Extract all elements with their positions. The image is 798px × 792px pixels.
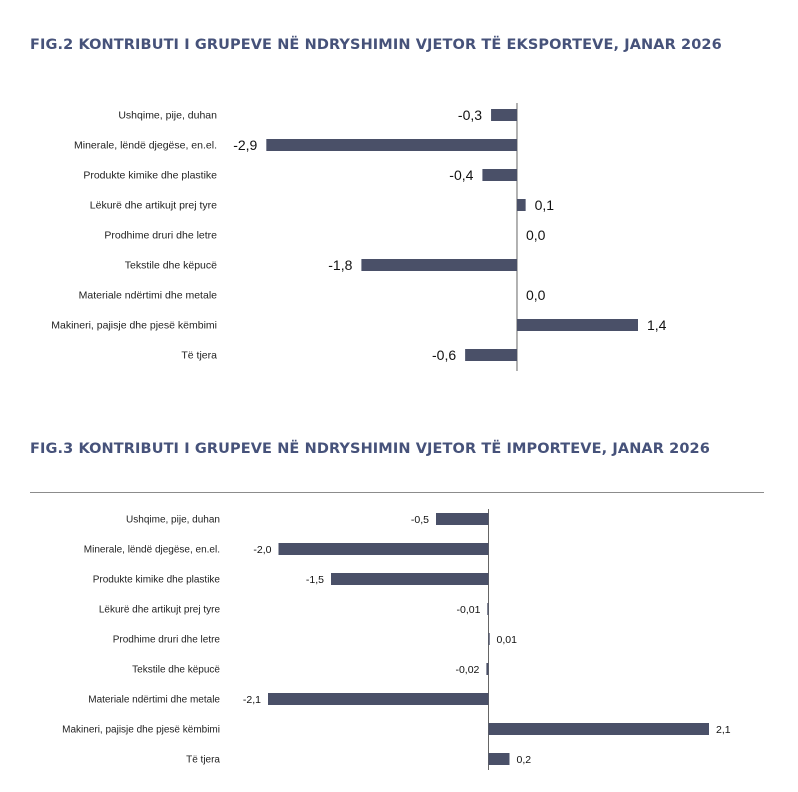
data-label: 0,0 xyxy=(525,227,546,244)
data-label: -0,6 xyxy=(432,347,457,364)
category-label: Materiale ndërtimi dhe metale xyxy=(78,289,217,302)
data-label: -1,8 xyxy=(328,257,353,274)
data-label: 0,1 xyxy=(534,197,555,214)
bar xyxy=(486,663,488,675)
category-label: Tekstile dhe këpucë xyxy=(132,664,220,676)
bar xyxy=(268,693,489,705)
fig2-title: FIG.2 KONTRIBUTI I GRUPEVE NË NDRYSHIMIN VJETOR TË EKSPORTEVE, JANAR 2026 xyxy=(30,37,722,53)
category-label: Prodhime druri dhe letre xyxy=(104,229,217,242)
category-label: Ushqime, pije, duhan xyxy=(118,109,217,122)
fig3-divider xyxy=(30,492,764,493)
data-label: -0,3 xyxy=(457,107,483,124)
category-label: Të tjera xyxy=(181,349,217,362)
bar xyxy=(465,349,517,361)
category-label: Minerale, lëndë djegëse, en.el. xyxy=(83,544,220,556)
data-label: 0,01 xyxy=(496,633,517,646)
category-label: Të tjera xyxy=(186,754,220,766)
bar xyxy=(489,723,710,735)
bar xyxy=(491,109,517,121)
data-label: -0,5 xyxy=(410,513,429,526)
data-label: 1,4 xyxy=(647,317,667,334)
bar xyxy=(487,603,488,615)
bar xyxy=(482,169,517,181)
bar xyxy=(436,513,489,525)
category-label: Tekstile dhe këpucë xyxy=(124,259,217,272)
bar xyxy=(361,259,517,271)
data-label: -2,1 xyxy=(242,693,261,706)
category-label: Lëkurë dhe artikujt prej tyre xyxy=(98,604,220,616)
data-label: 2,1 xyxy=(716,723,731,736)
category-label: Makineri, pajisje dhe pjesë këmbimi xyxy=(62,724,220,736)
bar xyxy=(517,319,638,331)
fig3-title: FIG.3 KONTRIBUTI I GRUPEVE NË NDRYSHIMIN VJETOR TË IMPORTEVE, JANAR 2026 xyxy=(30,441,710,457)
bar xyxy=(517,199,526,211)
category-label: Produkte kimike dhe plastike xyxy=(83,169,217,182)
data-label: -2,9 xyxy=(233,137,258,154)
category-label: Prodhime druri dhe letre xyxy=(112,634,220,646)
data-label: 0,0 xyxy=(525,287,546,304)
data-label: -1,5 xyxy=(305,573,324,586)
bar xyxy=(489,633,490,645)
category-label: Minerale, lëndë djegëse, en.el. xyxy=(73,139,217,152)
bar xyxy=(331,573,489,585)
category-label: Lëkurë dhe artikujt prej tyre xyxy=(89,199,217,212)
category-label: Ushqime, pije, duhan xyxy=(126,514,220,526)
data-label: -0,01 xyxy=(456,603,481,616)
category-label: Materiale ndërtimi dhe metale xyxy=(88,694,220,706)
data-label: -0,4 xyxy=(449,167,474,184)
fig2-export-contribution-chart xyxy=(0,95,798,380)
data-label: -2,0 xyxy=(253,543,272,556)
data-label: 0,2 xyxy=(516,753,532,766)
data-label: -0,02 xyxy=(455,663,480,676)
fig3-import-contribution-chart xyxy=(0,500,798,780)
bar xyxy=(489,753,510,765)
bar xyxy=(266,139,517,151)
bar xyxy=(279,543,489,555)
category-label: Produkte kimike dhe plastike xyxy=(92,574,220,586)
category-label: Makineri, pajisje dhe pjesë këmbimi xyxy=(51,319,217,332)
